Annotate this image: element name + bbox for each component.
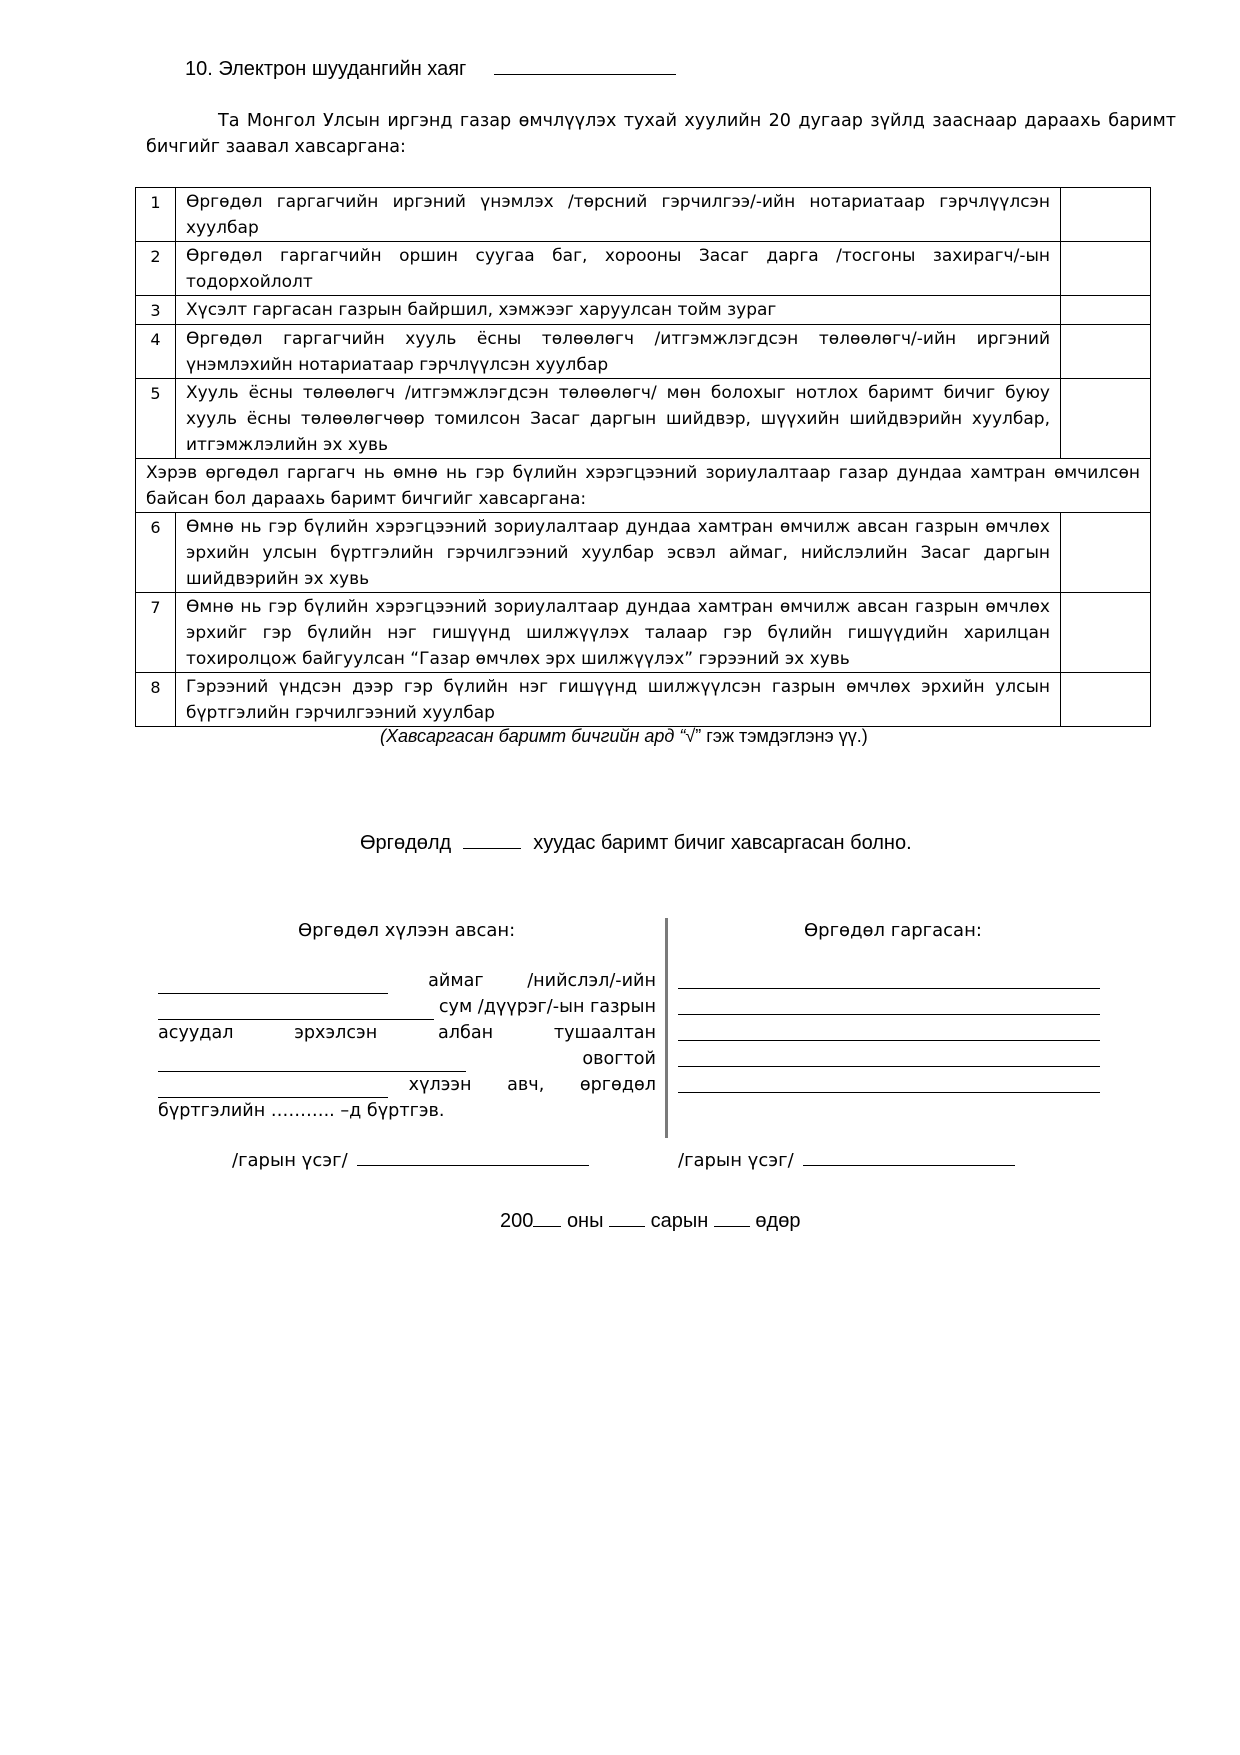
check-cell[interactable] <box>1061 296 1151 325</box>
pages-text-start: Өргөдөлд <box>360 832 452 854</box>
date-line <box>500 1208 800 1233</box>
surname-blank[interactable] <box>158 1053 466 1072</box>
applicant-signature-line <box>678 1148 1015 1171</box>
row-number: 4 <box>136 325 176 379</box>
applicant-line[interactable] <box>678 1092 1100 1093</box>
intro-paragraph: Та Монгол Улсын иргэнд газар өмчлүүлэх тухай хуулийн 20 дугаар зүйлд зааснаар дараахь баримт бичгийг заавал хавсаргана: <box>146 111 1176 157</box>
row-number: 2 <box>136 242 176 296</box>
accepted-blank[interactable] <box>158 1079 388 1098</box>
pages-text-end: хуудас баримт бичиг хавсаргасан болно. <box>533 832 912 854</box>
pages-count-line <box>360 830 912 855</box>
row-description: Гэрээний үндсэн дээр гэр бүлийн нэг гишүүнд шилжүүлсэн газрын өмчлөх эрхийн улсын бүртгэлийн гэрчилгээний хуулбар <box>176 673 1061 727</box>
check-mark-icon: √ <box>685 726 696 746</box>
span-note: Хэрэв өргөдөл гаргагч нь өмнө нь гэр бүлийн хэрэгцээний зориулалтаар газар дундаа хамтран өмчилсөн байсан бол дараахь баримт бичгийг хавсаргана: <box>136 459 1151 513</box>
column-divider <box>665 918 668 1138</box>
check-cell[interactable] <box>1061 593 1151 673</box>
table-row <box>136 593 1151 673</box>
applicant-line[interactable] <box>678 988 1100 989</box>
table-row <box>136 188 1151 242</box>
sum-line <box>158 994 656 1020</box>
aimag-label: аймаг /нийслэл/-ийн <box>428 971 656 991</box>
official-line: асуудал эрхэлсэн албан тушаалтан <box>158 1023 656 1043</box>
date-year-blank[interactable] <box>533 1208 561 1227</box>
table-row <box>136 513 1151 593</box>
aimag-blank[interactable] <box>158 975 388 994</box>
table-row <box>136 379 1151 459</box>
received-signature-line <box>232 1148 589 1171</box>
date-month-blank[interactable] <box>609 1208 645 1227</box>
surname-label: овогтой <box>582 1049 656 1069</box>
row-number: 5 <box>136 379 176 459</box>
applicant-signature-label: /гарын үсэг/ <box>678 1150 794 1171</box>
received-signature-blank[interactable] <box>357 1148 589 1166</box>
row-description: Хүсэлт гаргасан газрын байршил, хэмжээг харуулсан тойм зураг <box>176 296 1061 325</box>
received-title: Өргөдөл хүлээн авсан: <box>298 920 516 941</box>
row-description: Өргөдөл гаргагчийн иргэний үнэмлэх /төрсний гэрчилгээ/-ийн нотариатаар гэрчлүүлсэн хуулбар <box>176 188 1061 242</box>
date-day-blank[interactable] <box>714 1208 750 1227</box>
sum-label: сум /дүүрэг/-ын газрын <box>438 997 656 1017</box>
table-span-row <box>136 459 1151 513</box>
row-number: 7 <box>136 593 176 673</box>
row-description: Хууль ёсны төлөөлөгч /итгэмжлэгдсэн төлөөлөгч/ мөн болохыг нотлох баримт бичиг буюу хууль ёсны төлөөлөгчөөр томилсон Засаг даргын шийдвэр, шүүхийн шийдвэрийн хуулбар, итгэмжлэлийн эх хувь <box>176 379 1061 459</box>
row-description: Өргөдөл гаргагчийн оршин суугаа баг, хорооны Засаг дарга /тосгоны захирагч/-ын тодорхойлолт <box>176 242 1061 296</box>
check-cell[interactable] <box>1061 673 1151 727</box>
date-day-label: өдөр <box>755 1210 801 1232</box>
row-number: 8 <box>136 673 176 727</box>
aimag-line <box>158 968 656 994</box>
check-cell[interactable] <box>1061 325 1151 379</box>
applicant-title: Өргөдөл гаргасан: <box>804 920 982 941</box>
table-row <box>136 242 1151 296</box>
table-row <box>136 296 1151 325</box>
pages-count-blank[interactable] <box>463 830 521 849</box>
table-row <box>136 325 1151 379</box>
applicant-signature-blank[interactable] <box>803 1148 1015 1166</box>
row-number: 6 <box>136 513 176 593</box>
surname-line <box>158 1046 656 1072</box>
accepted-line <box>158 1072 656 1098</box>
date-year-prefix: 200 <box>500 1210 534 1232</box>
sum-blank[interactable] <box>158 1001 434 1020</box>
email-label: 10. Электрон шуудангийн хаяг <box>185 58 467 80</box>
check-cell[interactable] <box>1061 242 1151 296</box>
note-text-end: ” гэж тэмдэглэнэ үү.) <box>695 726 868 746</box>
date-month-label: сарын <box>650 1210 709 1232</box>
applicant-line[interactable] <box>678 1040 1100 1041</box>
table-note <box>380 726 868 747</box>
accepted-label: хүлээн авч, өргөдөл <box>408 1075 656 1095</box>
table-row <box>136 673 1151 727</box>
email-blank[interactable] <box>494 56 676 75</box>
row-number: 1 <box>136 188 176 242</box>
date-year-label: оны <box>566 1210 604 1232</box>
check-cell[interactable] <box>1061 379 1151 459</box>
email-field-line <box>185 56 676 81</box>
row-number: 3 <box>136 296 176 325</box>
received-block <box>158 968 656 1124</box>
applicant-line[interactable] <box>678 1014 1100 1015</box>
received-signature-label: /гарын үсэг/ <box>232 1150 348 1171</box>
check-cell[interactable] <box>1061 188 1151 242</box>
check-cell[interactable] <box>1061 513 1151 593</box>
row-description: Өргөдөл гаргагчийн хууль ёсны төлөөлөгч /итгэмжлэгдсэн төлөөлөгч/-ийн иргэний үнэмлэхийн нотариатаар гэрчлүүлсэн хуулбар <box>176 325 1061 379</box>
applicant-line[interactable] <box>678 1066 1100 1067</box>
row-description: Өмнө нь гэр бүлийн хэрэгцээний зориулалтаар дундаа хамтран өмчилж авсан газрын өмчлөх эрхийг гэр бүлийн нэг гишүүнд шилжүүлэх талаар гэр бүлийн гишүүдийн харилцан тохиролцож байгуулсан “Газар өмчлөх эрх шилжүүлэх” гэрээний эх хувь <box>176 593 1061 673</box>
note-text-start: (Хавсаргасан баримт бичгийн ард “ <box>380 726 686 746</box>
register-line: бүртгэлийн ……….. –д бүртгэв. <box>158 1101 445 1121</box>
row-description: Өмнө нь гэр бүлийн хэрэгцээний зориулалтаар дундаа хамтран өмчилж авсан газрын өмчлөх эрхийн улсын бүртгэлийн гэрчилгээний хуулбар эсвэл аймаг, нийслэлийн Засаг даргын шийдвэрийн эх хувь <box>176 513 1061 593</box>
documents-table <box>135 187 1151 727</box>
